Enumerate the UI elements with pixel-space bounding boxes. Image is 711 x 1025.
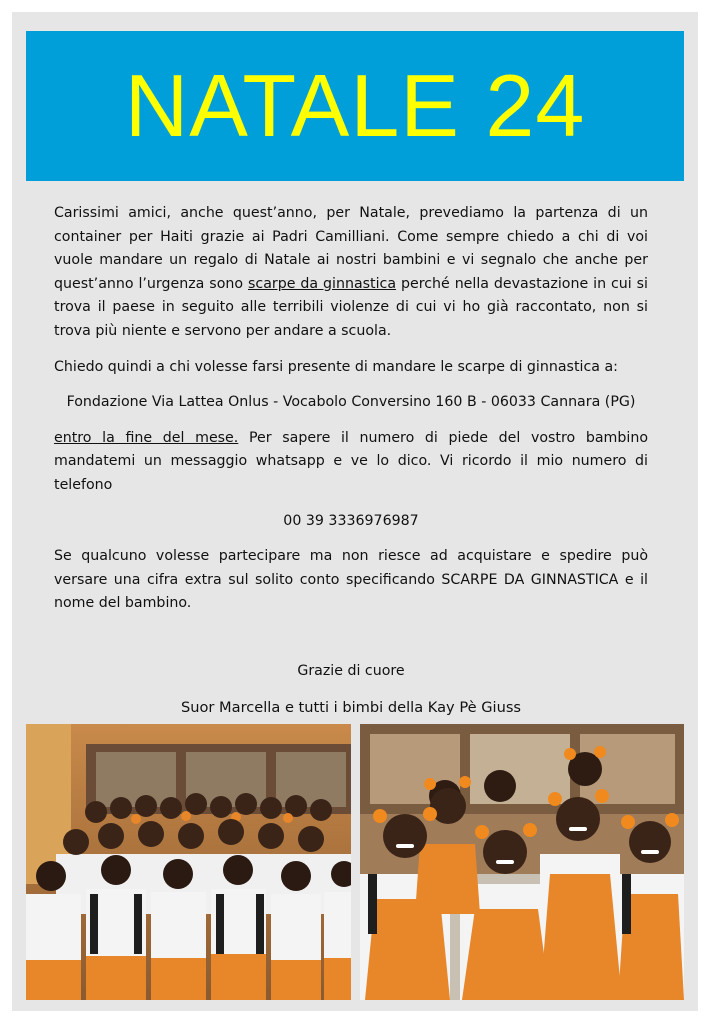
paragraph-intro-text-end: perché nella devastazione in cui si trova il paese in seguito alle terribili violenze di cui vi ho già raccontato, non si trova più niente e servono per andare a scuola. — [54, 275, 648, 339]
underlined-deadline: entro la fine del mese. — [54, 429, 239, 446]
phone-number: 00 39 3336976987 — [283, 512, 419, 529]
paragraph-intro-text: Carissimi amici, anche quest’anno, per Natale, prevediamo la partenza di un container per Haiti grazie ai Padri Camilliani. Come sempre chiedo a chi di voi vuole mandare un regalo di Natale ai nostri bambini e vi segnalo che anche per quest’anno l’urgenza sono — [54, 205, 648, 292]
paragraph-deadline-text: Per sapere il numero di piede del vostro bambino mandatemi un messaggio whatsapp e ve lo dico. Vi ricordo il mio numero di telefono — [54, 429, 648, 493]
title-banner — [26, 31, 684, 181]
photo-group-children-right — [360, 724, 684, 1000]
signature-line: Suor Marcella e tutti i bimbi della Kay Pè Giuss — [180, 698, 522, 716]
photo-group-children-left — [26, 724, 351, 1000]
page-title: NATALE 24 — [124, 56, 586, 155]
thanks-line: Grazie di cuore — [297, 662, 405, 679]
letter-body — [54, 202, 648, 731]
paragraph-request: Chiedo quindi a chi volesse farsi presente di mandare le scarpe di ginnastica a: — [54, 358, 618, 375]
paragraph-intro — [54, 202, 648, 344]
underlined-shoes: scarpe da ginnastica — [248, 275, 397, 292]
page — [12, 12, 698, 1011]
shipping-address: Fondazione Via Lattea Onlus - Vocabolo Conversino 160 B - 06033 Cannara (PG) — [66, 394, 636, 411]
paragraph-donation: Se qualcuno volesse partecipare ma non riesce ad acquistare e spedire può versare una cifra extra sul solito conto specificando SCARPE DA GINNASTICA e il nome del bambino. — [54, 548, 648, 612]
paragraph-deadline — [54, 427, 648, 498]
